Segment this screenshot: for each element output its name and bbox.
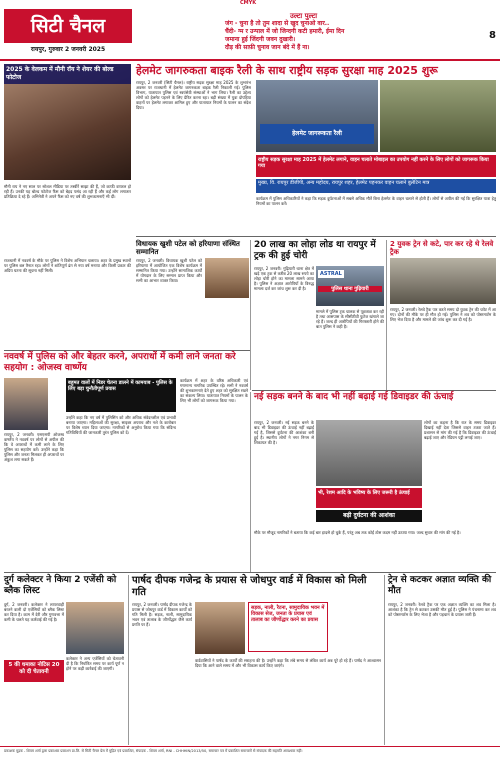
story-police-body-3: कार्यक्रम में शहर के वरिष्ठ अधिकारी एवं गणमान्य नागरिक उपस्थित रहे। सभी ने नववर्ष की शुभकामनाएं देते हुए शहर को सुरक्षित रखने का संकल्प लिया। यातायात नियमों के पालन के लिए भी लोगों को जागरूक किया गया। xyxy=(180,378,248,403)
road-sub-text: बढ़ी दुर्घटना की आशंका xyxy=(343,512,395,519)
road-sub-box xyxy=(316,510,422,522)
story-durg-headline: दुर्ग कलेक्टर ने किया 2 एजेंसी को ब्लैक लिस्ट xyxy=(4,575,117,596)
thana-sign: पुलिस थाना गुढ़ियारी xyxy=(318,286,382,292)
masthead-logo xyxy=(4,9,132,43)
poem-line-2: चैंदी- ग्म र उन्पाल में जो जिन्दगी कटी हमारी, ईमा दिन xyxy=(225,28,345,35)
rally-photo xyxy=(256,80,378,152)
deepak-box xyxy=(248,602,328,652)
durg-red-box xyxy=(4,660,64,682)
story-train-headline: 2 युवक ट्रेन से कटे, पार कर रहे थे रेलवे ट्रैक xyxy=(390,240,494,256)
col-rule-3 xyxy=(250,392,251,572)
lead-headline: हेलमेट जागरुकता बाइक रैली के साथ राष्ट्रीय सड़क सुरक्षा माह 2025 शुरू xyxy=(136,64,438,77)
story-deepak-body-2: वार्डवासियों ने पार्षद के कार्यों की सराहना की है। उन्होंने कहा कि लंबे समय से लंबित कार्य अब पूरे हो रहे हैं। पार्षद ने आश्वासन दिया कि आने वाले समय में और भी विकास कार्य किए जाएंगे। xyxy=(195,658,381,668)
story-truck-headline: 20 लाख का लोहा लोड था रायपुर में ट्रक की हुई चोरी xyxy=(254,240,376,261)
lead-red-box xyxy=(256,155,496,177)
col-rule-2 xyxy=(386,240,387,390)
photo-caption: 2025 के वेलकम में मौनी रॉय ने शेयर की बोल्ड फोटोज xyxy=(4,64,131,84)
lead-blue-box xyxy=(256,179,496,193)
story-truck-body-2: मामले में पुलिस ट्रक चालक से पूछताछ कर रही है तथा आसपास के सीसीटीवी फुटेज खंगाले जा रहे हैं। जल्द ही आरोपियों की गिरफ्तारी होने की बात पुलिस ने कही है। xyxy=(316,309,384,329)
poem-line-4: दौड़ की साफ़ी चुनाव जान बंदे में हैं ना। xyxy=(225,44,310,51)
celebrity-text: मौनी राय ने नए साल पर सोशल मीडिया पर तस्वीरें साझा की हैं, जो काफी वायरल हो रही हैं। उनकी यह बोल्ड फोटोज फैंस को बेहद पसंद आ रही हैं और कई लोग लगातार प्रतिक्रिया दे रहे हैं। अभिनेत्री ने अपने फैंस को नए वर्ष की शुभकामनाएँ भी दीं। xyxy=(4,184,131,199)
quote-text: बहुमत वालों में निडर चेतना डालने में कामयाब - पुलिस के लिए बड़ा चुनौतीपूर्ण प्रयास xyxy=(68,380,173,392)
quote-box xyxy=(66,378,176,412)
astral-sign: ASTRAL xyxy=(320,271,342,277)
road-red-text: भी, रेशम आदि के भविष्य के लिए जरूरी है ऊंचाई xyxy=(318,490,410,496)
lead-body-2: कार्यक्रम में पुलिस अधिकारियों ने कहा कि सड़क दुर्घटनाओं में सबसे अधिक मौतें बिना हेलमेट के वाहन चलाने से होती हैं। लोगों से अपील की गई कि सुरक्षित यात्रा हेतु नियमों का पालन करें। xyxy=(256,196,496,206)
celebrity-photo xyxy=(4,64,131,180)
dateline: रायपुर, गुरुवार 2 जनवरी 2025 xyxy=(30,46,106,53)
road-red-box xyxy=(316,488,422,508)
story-road-body-1: रायपुर, 2 जनवरी। नई सड़क बनने के बाद भी डिवाइडर की ऊंचाई नहीं बढ़ाई गई है, जिससे दुर्घटना की आशंका बनी हुई है। स्थानीय लोगों ने नगर निगम से शिकायत की है। xyxy=(254,420,314,445)
col-rule-1 xyxy=(250,240,251,390)
kicker: उल्टा पुल्टा xyxy=(290,12,318,20)
story-train2-body: रायपुर, 2 जनवरी। रेलवे ट्रैक पर एक अज्ञात व्यक्ति का शव मिला है। आशंका है कि ट्रेन से कटकर उसकी मौत हुई है। पुलिस ने पंचनामा कर शव को पोस्टमार्टम के लिए भेजा है और पहचान के प्रयास जारी हैं। xyxy=(388,602,496,617)
police-station-photo xyxy=(316,266,384,306)
lead-red-text: राष्ट्रीय सड़क सुरक्षा माह 2025 में हेलमेट लगाने, वाहन चलाते मोबाइल का उपयोग नहीं करने के लिए लोगों को जागरूक किया गया xyxy=(258,157,489,169)
footer-text: प्रकाशक मुद्रक - शिवम शर्मा द्वारा प्रकाशक प्रकाशन प्रा.लि. से सिटी चैनल प्रेस में मुद्रित एवं प्रकाशित, संपादक - शिवम शर्मा, RNI - CHHHIN/2013/50, समाचार पत्र में प्रकाशित समाचारों से संपादक की सहमति आवश्यक नहीं। xyxy=(4,749,303,753)
story-mla-headline: विधायक खुशी पटेल को हरियाणा संस्थित सम्मानित xyxy=(136,240,240,256)
mla-photo xyxy=(205,258,249,298)
story-train2-headline: ट्रेन से कटकर अज्ञात व्यक्ति की मौत xyxy=(388,575,492,596)
col-rule-5 xyxy=(384,575,385,745)
story-durg-body-2: कलेक्टर ने अन्य एजेंसियों को चेतावनी दी है कि निर्धारित समय पर कार्य पूर्ण न होने पर कड़ी कार्रवाई की जाएगी। xyxy=(66,656,124,671)
page-number: 8 xyxy=(489,30,496,41)
rally-banner xyxy=(260,124,374,144)
asi-photo xyxy=(4,378,48,430)
divider-3 xyxy=(252,390,496,391)
story-police-body-2: उन्होंने कहा कि नए वर्ष में पुलिसिंग को और अधिक संवेदनशील एवं प्रभावी बनाया जाएगा। महिलाओं की सुरक्षा, साइबर अपराध और नशे के कारोबार पर विशेष ध्यान दिया जाएगा। नागरिकों से अनुरोध किया गया कि संदिग्ध गतिविधियों की जानकारी तुरंत पुलिस को दें। xyxy=(66,415,176,435)
story-train-body: रायपुर, 2 जनवरी। रेलवे ट्रैक पार करते समय दो युवक ट्रेन की चपेट में आ गए। दोनों की मौके पर ही मौत हो गई। पुलिस ने शव को पोस्टमार्टम के लिए भेज दिया है और मामले की जांच शुरू कर दी गई है। xyxy=(390,307,496,322)
poem-box xyxy=(225,20,475,55)
durg-red-text: 5 की धमाका नोटिस 20 को दी चेतावनी xyxy=(8,662,60,675)
brand-title: सिटी चैनल xyxy=(30,15,106,37)
rally-photo-2 xyxy=(380,80,496,152)
deepak-photo xyxy=(195,602,245,654)
footer xyxy=(0,746,500,766)
poem-line-1: जंग - चुना है तो तुम शादा से खुद चुनाओ वार.. xyxy=(225,20,330,27)
lead-blue-text: मुख्य, वि. रायपुर डीजीपी, अन्य महोदय, रायपुर शहर, हेलमेट पहनकर वाहन चलाने बुलेटिन मात्र xyxy=(258,180,430,186)
masthead-rule xyxy=(0,59,500,61)
divider-1 xyxy=(136,236,496,237)
story-road-headline: नई सड़क बनने के बाद भी नहीं बढ़ाई गई डिवाइडर की ऊंचाई xyxy=(254,392,454,402)
story-durg-body: दुर्ग, 2 जनवरी। कलेक्टर ने लापरवाही बरतने वाली दो एजेंसियों को ब्लैक लिस्ट कर दिया है। काम में देरी और गुणवत्ता में कमी के चलते यह कार्रवाई की गई है। xyxy=(4,602,64,622)
lead-body-1: रायपुर, 2 जनवरी (सिटी चैनल)। राष्ट्रीय सड़क सुरक्षा माह 2025 के शुभारंभ अवसर पर राजधानी में हेलमेट जागरुकता बाइक रैली निकाली गई। पुलिस विभाग, यातायात पुलिस एवं स्वयंसेवी संस्थाओं ने भाग लिया। रैली का उद्देश्य लोगों को हेलमेट पहनने के लिए प्रेरित करना रहा। बड़ी संख्या में युवा दोपहिया वाहनों पर हेलमेट लगाकर शामिल हुए और यातायात नियमों के पालन का संदेश दिया। xyxy=(136,80,251,110)
railway-photo xyxy=(390,258,496,304)
story-police-body-1: रायपुर, 2 जनवरी। एसएसपी ओजस्व वार्ष्णेय ने नववर्ष पर लोगों से अपील की कि वे अपराधों में कमी लाने के लिए पुलिस का सहयोग करें। उन्होंने कहा कि पुलिस और जनता मिलकर ही अपराधों पर अंकुश लगा सकते हैं। xyxy=(4,432,64,462)
story-deepak-headline: पार्षद दीपक गजेन्द्र के प्रयास से जोधपुर वार्ड में विकास को मिली गति xyxy=(132,575,367,598)
story-mla-body: रायपुर, 2 जनवरी। विधायक खुशी पटेल को हरियाणा में आयोजित एक विशेष कार्यक्रम में सम्मानित किया गया। उन्होंने सामाजिक कार्यों में योगदान के लिए सम्मान प्राप्त किया और सभी का आभार व्यक्त किया। xyxy=(136,258,202,283)
divider-4 xyxy=(4,572,496,573)
durg-photo xyxy=(66,602,124,654)
left-col-text: राजधानी में नववर्ष के मौके पर पुलिस ने विशेष अभियान चलाया। शहर के प्रमुख स्थानों पर पुलिस बल तैनात रहा। लोगों ने शांतिपूर्ण ढंग से नया वर्ष मनाया और किसी प्रकार की अप्रिय घटना की सूचना नहीं मिली। xyxy=(4,258,131,273)
story-road-body-3: मौके पर मौजूद नागरिकों ने बताया कि कई बार हादसे हो चुके हैं, परंतु अब तक कोई ठोस कदम नहीं उठाया गया। जल्द सुधार की मांग की गई है। xyxy=(254,530,461,535)
rally-banner-text: हेलमेट जागरूकता रैली xyxy=(292,130,342,137)
story-deepak-body-1: रायपुर, 2 जनवरी। पार्षद दीपक गजेन्द्र के प्रयास से जोधपुर वार्ड में विकास कार्यों को गति मिली है। सड़क, नाली, सामुदायिक भवन एवं तालाब के जीर्णोद्धार जैसे कार्य प्रगति पर हैं। xyxy=(132,602,192,627)
divider-photo xyxy=(316,420,422,486)
story-police-headline: नववर्ष में पुलिस को और बेहतर करने, अपराधों में कमी लाने जनता करे सहयोग : ओजस्व वार्ष्णेय xyxy=(4,352,236,373)
story-truck-body: रायपुर, 2 जनवरी। गुढ़ियारी थाना क्षेत्र में खड़े एक ट्रक से करीब 20 लाख रुपये का लोहा चोरी होने का मामला सामने आया है। पुलिस ने अज्ञात आरोपियों के विरुद्ध मामला दर्ज कर जांच शुरू कर दी है। xyxy=(254,266,314,291)
cmyk-label: CMYK xyxy=(240,0,257,6)
deepak-box-text: सड़क, नाली, रैटना, सामुदायिक भवन में विकास सेज, जनता के प्रयास एवं तालाब का जीर्णोद्धार करने का प्रयास xyxy=(251,605,325,623)
story-road-body-2: लोगों का कहना है कि रात के समय डिवाइडर दिखाई नहीं देता जिससे वाहन टकरा जाते हैं। प्रशासन से मांग की गई है कि डिवाइडर की ऊंचाई बढ़ाई जाए और रेडियम पट्टी लगाई जाए। xyxy=(424,420,496,440)
col-rule-4 xyxy=(128,575,129,745)
poem-line-3: जमाना हुई जिंदगी जवन दुखारी। xyxy=(225,36,296,43)
divider-2 xyxy=(4,350,250,351)
